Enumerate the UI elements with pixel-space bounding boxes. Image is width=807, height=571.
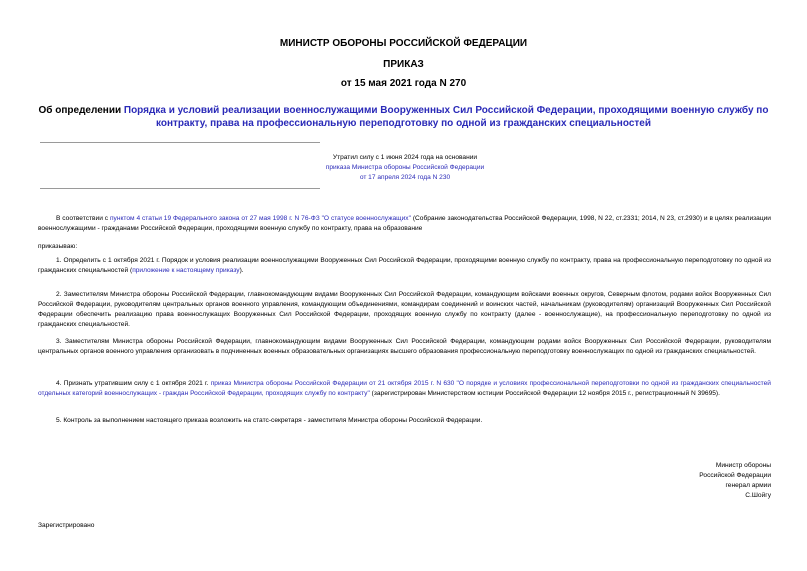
paragraph-3: 3. Заместителям Министра обороны Российской Федерации, главнокомандующим видами Вооруженных Сил Российской Федерации, командующим родами войск Вооруженных Сил Российской Федерации, руководителям центральных органов военного управления организовать в подчиненных военных образовательных организациях высшего образования профессиональную переподготовку военнослужащих по одной из гражданских специальностей. [38,338,771,355]
date-number-heading: от 15 мая 2021 года N 270 [340,78,467,89]
paragraph-4-suffix: (зарегистрирован Министерством юстиции Российской Федерации 12 ноября 2015 г., регистрационный N 39695). [369,390,720,397]
separator-bottom [40,188,320,189]
paragraph-4-prefix: 4. Признать утратившим силу с 1 октября 2021 г. [56,380,211,387]
intro-suffix: (Собрание законодательства Российской Федерации, 1998, N 22, ст.2331; 2014, N 23, ст.2930) и в целях реализации военнослужащими - гражданами Российской Федерации, проходящими военную службу по контракту, права на образование [38,215,771,232]
decree-word: приказываю: [38,243,78,250]
signature-line-1: Министр обороны [715,462,771,469]
signature-line-3: генерал армии [725,482,771,489]
repeal-order-date-link[interactable]: от 17 апреля 2024 года N 230 [359,174,451,181]
federal-law-link[interactable]: пунктом 4 статьи 19 Федерального закона от 27 мая 1998 г. N 76-ФЗ "О статусе военнослужащих" [109,215,411,222]
appendix-link[interactable]: приложение к настоящему приказу [132,267,240,274]
title-link[interactable]: Порядка и условий реализации военнослужащими Вооруженных Сил Российской Федерации, проходящими военную службу по контракту, права на профессиональную переподготовку по одной из гражданских специальностей [123,105,769,129]
ministry-heading: МИНИСТР ОБОРОНЫ РОССИЙСКОЙ ФЕДЕРАЦИИ [279,38,528,49]
signature-block [699,461,771,501]
title-prefix: Об определении [38,105,124,116]
repealed-order-link[interactable]: приказ Министра обороны Российской Федерации от 21 октября 2015 г. N 630 "О порядке и условиях профессиональной переподготовки по одной из гражданских специальностей отдельных категорий военнослужащих - граждан Российской Федерации, проходящих службу по контракту" [38,380,771,397]
separator-top [40,142,320,143]
repeal-note [290,153,520,183]
paragraph-5: 5. Контроль за выполнением настоящего приказа возложить на статс-секретаря - заместителя Министра обороны Российской Федерации. [56,417,483,424]
document-title [30,104,777,130]
repeal-order-link[interactable]: приказа Министра обороны Российской Федерации [325,164,485,171]
intro-paragraph [38,214,771,234]
paragraph-2: 2. Заместителям Министра обороны Российской Федерации, главнокомандующим видами Вооруженных Сил Российской Федерации, командующим войсками военных округов, Северным флотом, родами войск Вооруженных Сил Российской Федерации, руководителям центральных органов военного управления, командующим объединениями, командирам соединений и воинских частей, начальникам (руководителям) организаций Вооруженных Сил Российской Федерации обеспечить реализацию права военнослужащих Вооруженных Сил Российской Федерации, проходящих военную службу по контракту (далее - военнослужащие), на профессиональную переподготовку по одной из гражданских специальностей. [38,291,771,328]
registration-note: Зарегистрировано [38,522,95,529]
paragraph-1 [38,256,771,276]
signature-name: С.Шойгу [745,492,771,499]
repeal-note-text: Утратил силу с 1 июня 2024 года на основании [332,154,478,161]
paragraph-1-end: ). [239,267,244,274]
signature-line-2: Российской Федерации [699,472,771,479]
document-type-heading: ПРИКАЗ [383,59,424,70]
paragraph-4 [38,379,771,399]
intro-prefix: В соответствии с [56,215,110,222]
paragraph-1-text: 1. Определить с 1 октября 2021 г. Порядок и условия реализации военнослужащими Вооруженных Сил Российской Федерации, проходящими военную службу по контракту, права на профессиональную переподготовку по одной из гражданских специальностей ( [38,257,771,274]
